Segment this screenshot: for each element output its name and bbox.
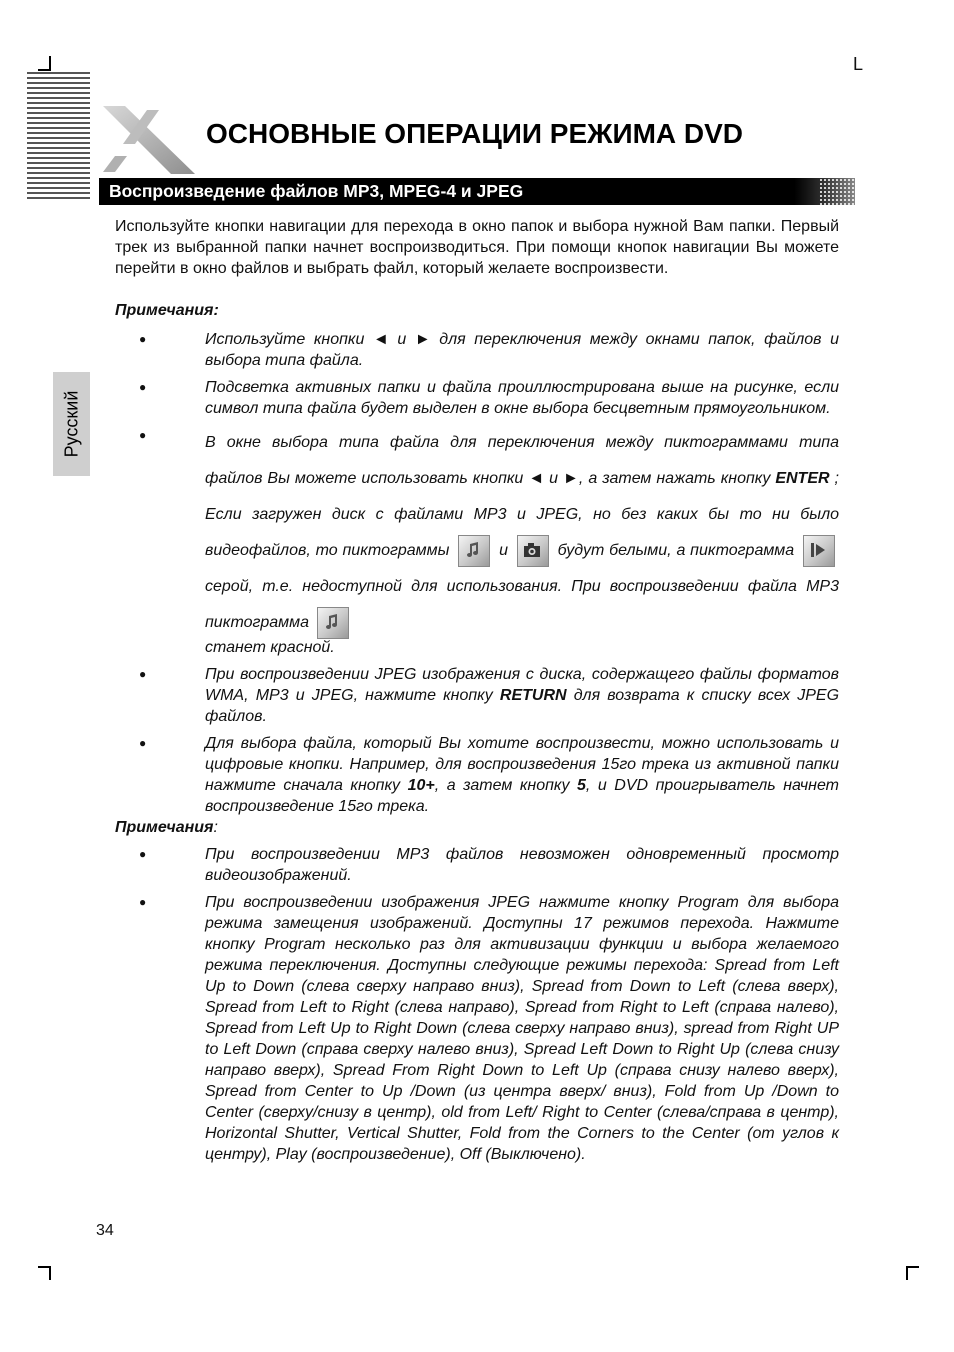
list-item	[115, 377, 839, 419]
list-item	[115, 329, 839, 371]
note-text: При воспроизведении изображения JPEG нажмите кнопку Program для выбора режима замещения изображений. Доступны 17 режимов перехода. Нажмите кнопку Program несколько раз для активизации функции и выбора желаемого режима переключения. Доступны следующие режимы перехода: Spread from Left Up to Down (слева сверху направо вниз), Spread from Down to Left (слева вверх), Spread from Left to Right (слева направо), Spread from Right to Left (справа налево), Spread from Left Up to Right Down (слева сверху направо вниз), spread from Right UP to Left Down (справа сверху налево вниз), Spread Left Down to Right Up (слева снизу направо вверх), Spread From Right Down to Left Up (справа снизу налево вверх), Spread from Center to Up /Down (из центра вверх/ вниз), Fold from Up /Down to Center (сверху/снизу в центр), old from Left/ Right to Center (слева/справа в центр), Horizontal Shutter, Vertical Shutter, Fold from the Corners to the Center (от углов к центру), Play (воспроизведение), Off (Выключено).	[205, 894, 839, 1163]
notes-heading-1: Примечания:	[115, 302, 219, 319]
note-text: Подсветка активных папки и файла проиллюстрирована выше на рисунке, если символ типа файла будет выделен в окне выбора бесцветным прямоугольником.	[205, 379, 839, 417]
notes-heading-2-text: Примечания	[115, 819, 214, 836]
language-tab-label: Русский	[61, 390, 81, 458]
return-key-label: RETURN	[499, 687, 567, 704]
corner-mark-top-right: L	[853, 54, 864, 74]
note-text: серой, т.е. недоступной для использования. При воспроизведении файла MP3 пиктограмма	[205, 578, 839, 631]
header-dots-decoration	[819, 178, 855, 205]
note-text: При воспроизведении JPEG изображения с диска, содержащего файлы форматов WMA, MP3 и JPEG, нажмите кнопку	[205, 666, 839, 704]
crop-mark-top-left-h	[38, 69, 51, 71]
list-item	[115, 664, 839, 727]
note-text: и	[499, 542, 508, 559]
notes-list-1	[115, 329, 839, 817]
list-item	[115, 844, 839, 886]
list-item	[115, 892, 839, 1165]
key-10-plus-label: 10+	[407, 777, 435, 794]
note-text: Используйте кнопки ◄ и ► для переключения между окнами папок, файлов и выбора типа файла.	[205, 331, 839, 369]
crop-mark-bottom-left-v	[49, 1266, 51, 1280]
main-content	[115, 216, 839, 1171]
section-header-bar	[99, 178, 855, 205]
page-title: ОСНОВНЫЕ ОПЕРАЦИИ РЕЖИМА DVD	[206, 118, 744, 149]
crop-mark-bottom-right-h	[906, 1266, 919, 1268]
music-file-icon	[317, 607, 349, 639]
music-file-icon	[458, 535, 490, 567]
note-text: станет красной.	[205, 639, 335, 656]
note-text: ; Если загружен диск с файлами MP3 и JPEG, но без каких бы то ни было видеофайлов, то пиктограммы	[205, 470, 840, 559]
page-number: 34	[96, 1222, 114, 1239]
photo-file-icon	[517, 535, 549, 567]
brand-logo-x-icon	[95, 104, 200, 176]
crop-mark-bottom-left-h	[38, 1266, 51, 1268]
note-text: будут белыми, а пиктограмма	[557, 542, 795, 559]
list-item	[115, 425, 839, 658]
crop-mark-bottom-right-v	[906, 1266, 908, 1280]
note-text: , и DVD проигрыватель начнет воспроизведение 15го трека.	[205, 777, 840, 815]
intro-paragraph: Используйте кнопки навигации для перехода в окно папок и выбора нужной Вам папки. Первый трек из выбранной папки начнет воспроизводиться. При помощи кнопок навигации Вы можете перейти в окно файлов и выбрать файл, который желаете воспроизвести.	[115, 218, 839, 277]
note-text: При воспроизведении MP3 файлов невозможен одновременный просмотр видеоизображений.	[205, 846, 839, 884]
notes-heading-2-colon: :	[213, 819, 218, 836]
notes-heading-2	[115, 817, 839, 838]
section-header-text: Воспроизведение файлов MP3, MPEG-4 и JPEG	[109, 181, 524, 201]
note-text: В окне выбора типа файла для переключения между пиктограммами типа файлов Вы можете использовать кнопки ◄ и ►, а затем нажать кнопку	[205, 434, 839, 487]
language-side-tab	[53, 372, 90, 476]
note-text: , а затем кнопку	[434, 777, 577, 794]
note-text: для возврата к списку всех JPEG файлов.	[205, 687, 840, 725]
movie-file-icon	[803, 535, 835, 567]
brand-stripes	[27, 72, 90, 199]
notes-list-2	[115, 844, 839, 1165]
note-text: Для выбора файла, который Вы хотите воспроизвести, можно использовать и цифровые кнопки. Например, для воспроизведения 15го трека из активной папки нажмите сначала кнопку	[205, 735, 839, 794]
enter-key-label: ENTER	[775, 470, 830, 487]
key-5-label: 5	[576, 777, 586, 794]
list-item	[115, 733, 839, 817]
crop-mark-top-left-v	[49, 56, 51, 70]
